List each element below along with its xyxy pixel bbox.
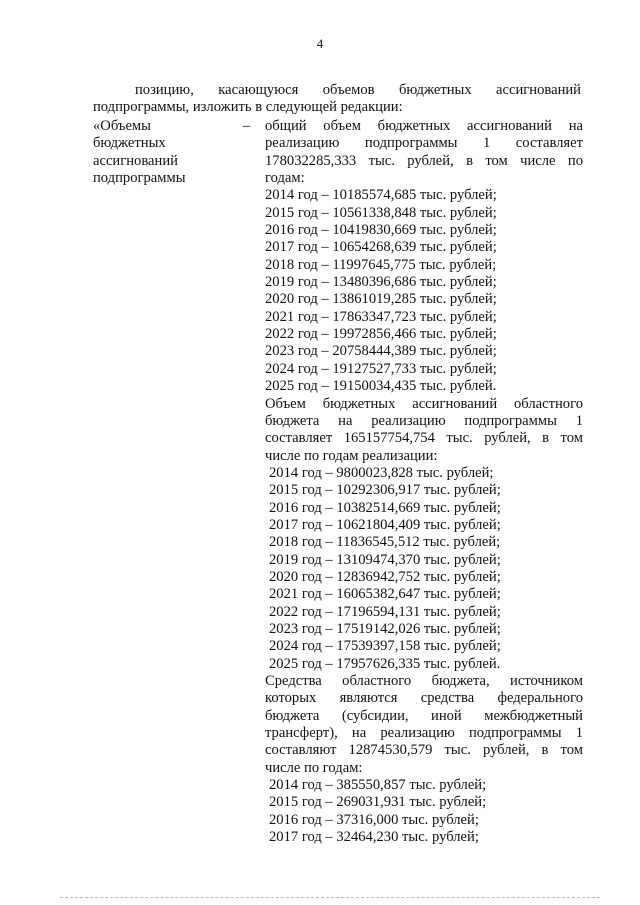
year-line: 2014 год – 10185574,685 тыс. рублей; <box>265 187 497 204</box>
total-funding-paragraph <box>265 118 583 187</box>
year-line: 2018 год – 11997645,775 тыс. рублей; <box>265 256 497 273</box>
year-line: 2016 год – 10382514,669 тыс. рублей; <box>269 499 501 516</box>
year-line: 2024 год – 19127527,733 тыс. рублей; <box>265 360 497 377</box>
year-line: 2024 год – 17539397,158 тыс. рублей; <box>269 638 501 655</box>
paragraph-line: бюджета (субсидии, иной межбюджетный <box>265 707 583 724</box>
total-funding-block <box>265 118 583 396</box>
year-line: 2020 год – 12836942,752 тыс. рублей; <box>269 568 501 585</box>
year-line: 2020 год – 13861019,285 тыс. рублей; <box>265 291 497 308</box>
year-line: 2017 год – 10654268,639 тыс. рублей; <box>265 239 497 256</box>
year-line: 2023 год – 20758444,389 тыс. рублей; <box>265 343 497 360</box>
year-line: 2019 год – 13109474,370 тыс. рублей; <box>269 551 501 568</box>
regional-budget-block <box>265 396 583 674</box>
paragraph-line: составляет 165157754,754 тыс. рублей, в том <box>265 430 583 447</box>
paragraph-line: 178032285,333 тыс. рублей, в том числе по <box>265 152 583 169</box>
paragraph-line: которых являются средства федерального <box>265 690 583 707</box>
regional-budget-paragraph <box>265 396 583 465</box>
row-label-line-3: ассигнований <box>93 152 178 169</box>
year-line: 2017 год – 10621804,409 тыс. рублей; <box>269 516 501 533</box>
year-line: 2022 год – 17196594,131 тыс. рублей; <box>269 603 501 620</box>
year-line: 2021 год – 17863347,723 тыс. рублей; <box>265 308 497 325</box>
paragraph-line: реализацию подпрограммы 1 составляет <box>265 135 583 152</box>
row-label-line-4: подпрограммы <box>93 170 186 187</box>
year-line: 2023 год – 17519142,026 тыс. рублей; <box>269 620 501 637</box>
paragraph-line: Объем бюджетных ассигнований областного <box>265 395 583 412</box>
year-line: 2015 год – 10292306,917 тыс. рублей; <box>269 482 501 499</box>
paragraph-line: трансферт), на реализацию подпрограммы 1 <box>265 725 583 742</box>
row-label-line-2: бюджетных <box>93 135 166 152</box>
federal-funds-paragraph <box>265 673 583 777</box>
paragraph-line: Средства областного бюджета, источником <box>265 673 583 689</box>
paragraph-line: общий объем бюджетных ассигнований на <box>265 118 583 134</box>
year-line: 2022 год – 19972856,466 тыс. рублей; <box>265 326 497 343</box>
year-line: 2017 год – 32464,230 тыс. рублей; <box>269 829 479 846</box>
paragraph-line: годам: <box>265 170 305 187</box>
row-label-line-1: «Объемы <box>93 118 151 134</box>
page-bottom-edge <box>60 897 600 898</box>
year-line: 2025 год – 17957626,335 тыс. рублей. <box>269 655 501 672</box>
year-line: 2019 год – 13480396,686 тыс. рублей; <box>265 274 497 291</box>
year-line: 2014 год – 9800023,828 тыс. рублей; <box>269 464 494 481</box>
paragraph-line: числе по годам реализации: <box>265 447 438 464</box>
year-line: 2021 год – 16065382,647 тыс. рублей; <box>269 586 501 603</box>
paragraph-line: составляют 12874530,579 тыс. рублей, в том <box>265 742 583 759</box>
year-line: 2018 год – 11836545,512 тыс. рублей; <box>269 534 501 551</box>
year-line: 2016 год – 10419830,669 тыс. рублей; <box>265 222 497 239</box>
year-line: 2025 год – 19150034,435 тыс. рублей. <box>265 378 497 395</box>
intro-paragraph <box>93 82 581 117</box>
federal-funds-block <box>265 673 583 846</box>
year-line: 2015 год – 10561338,848 тыс. рублей; <box>265 204 497 221</box>
label-dash: – <box>243 118 251 134</box>
paragraph-line: бюджета на реализацию подпрограммы 1 <box>265 412 583 429</box>
year-line: 2016 год – 37316,000 тыс. рублей; <box>269 811 479 828</box>
paragraph-line: числе по годам: <box>265 759 363 776</box>
row-content <box>265 118 583 846</box>
row-label <box>93 118 243 188</box>
year-line: 2014 год – 385550,857 тыс. рублей; <box>269 777 487 794</box>
intro-line-2: подпрограммы, изложить в следующей редакции: <box>93 99 403 116</box>
year-line: 2015 год – 269031,931 тыс. рублей; <box>269 794 487 811</box>
intro-line-1: позицию, касающуюся объемов бюджетных ассигнований <box>135 82 581 98</box>
page-number: 4 <box>316 36 324 51</box>
